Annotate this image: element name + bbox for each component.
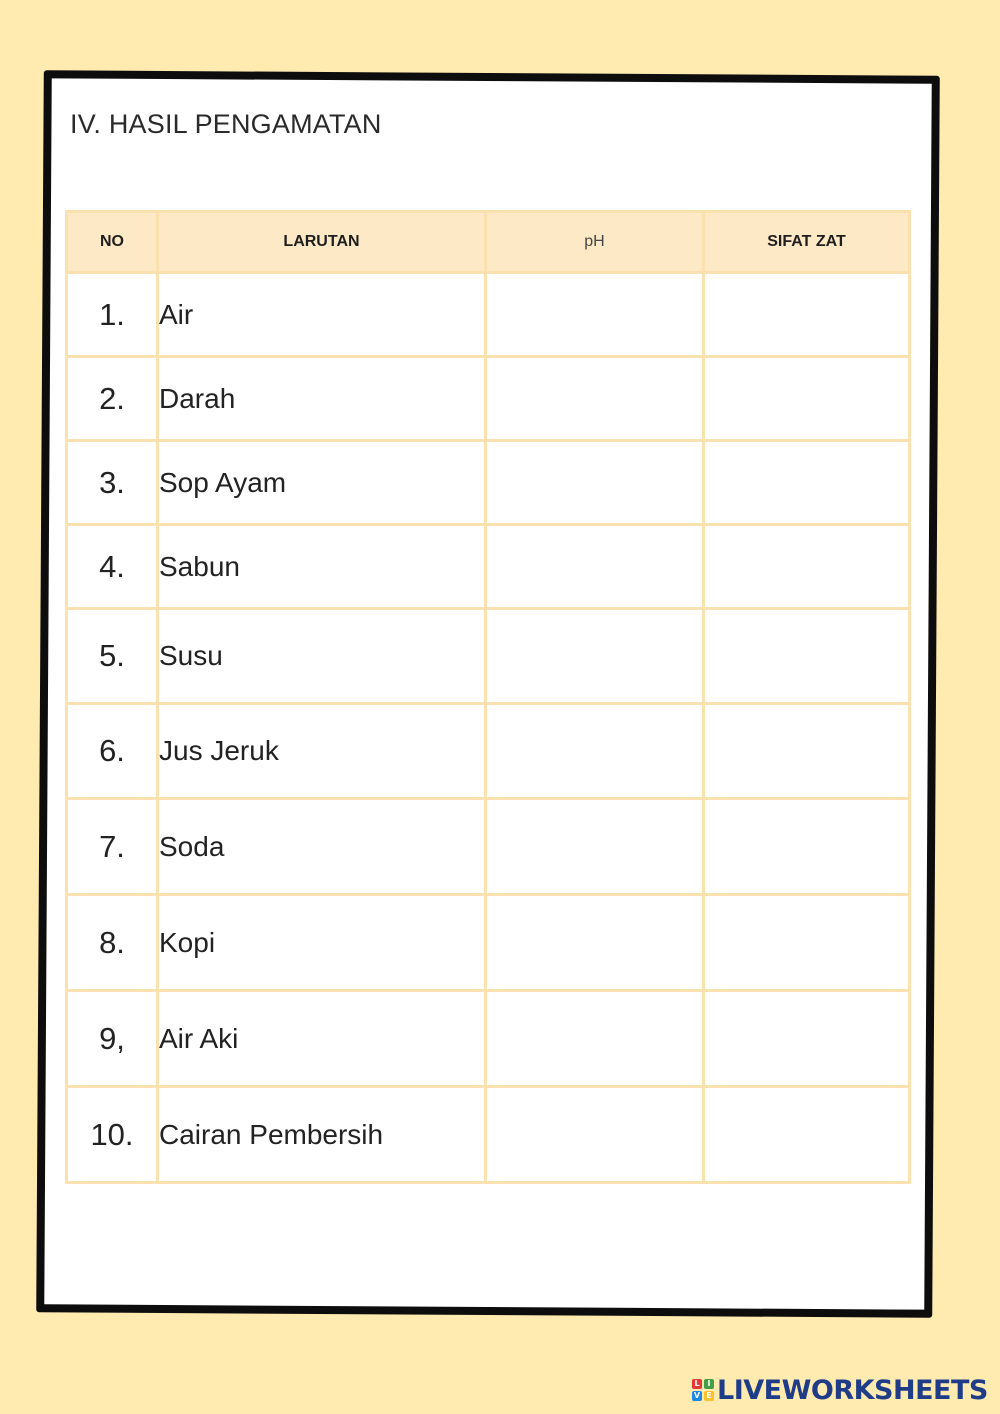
- logo-letter-e: E: [704, 1391, 714, 1401]
- sifat-zat-input-cell[interactable]: [704, 704, 910, 799]
- sifat-zat-input-cell[interactable]: [704, 273, 910, 357]
- larutan-cell: Air: [158, 273, 486, 357]
- table-row: [67, 799, 910, 895]
- ph-input-cell[interactable]: [486, 1087, 704, 1183]
- row-number: 7.: [67, 799, 158, 895]
- larutan-cell: Kopi: [158, 895, 486, 991]
- ph-input-cell[interactable]: [486, 799, 704, 895]
- results-table: [65, 210, 911, 1184]
- sifat-zat-input-cell[interactable]: [704, 357, 910, 441]
- row-number: 9,: [67, 991, 158, 1087]
- ph-input-cell[interactable]: [486, 609, 704, 704]
- brand-name: LIVEWORKSHEETS: [717, 1374, 988, 1406]
- larutan-cell: Sop Ayam: [158, 441, 486, 525]
- larutan-cell: Air Aki: [158, 991, 486, 1087]
- table-row: [67, 357, 910, 441]
- row-number: 8.: [67, 895, 158, 991]
- larutan-cell: Cairan Pembersih: [158, 1087, 486, 1183]
- ph-input-cell[interactable]: [486, 273, 704, 357]
- row-number: 1.: [67, 273, 158, 357]
- logo-letter-l: L: [692, 1379, 702, 1389]
- table-row: [67, 441, 910, 525]
- row-number: 2.: [67, 357, 158, 441]
- row-number: 6.: [67, 704, 158, 799]
- row-number: 10.: [67, 1087, 158, 1183]
- sifat-zat-input-cell[interactable]: [704, 441, 910, 525]
- liveworksheets-brand[interactable]: [692, 1372, 988, 1408]
- table-row: [67, 273, 910, 357]
- table-row: [67, 895, 910, 991]
- worksheet-card: [36, 70, 940, 1317]
- header-larutan: LARUTAN: [158, 212, 486, 273]
- ph-input-cell[interactable]: [486, 895, 704, 991]
- table-row: [67, 1087, 910, 1183]
- row-number: 4.: [67, 525, 158, 609]
- section-title: IV. HASIL PENGAMATAN: [70, 109, 382, 139]
- logo-letter-v: V: [693, 1391, 701, 1400]
- sifat-zat-input-cell[interactable]: [704, 609, 910, 704]
- table-row: [67, 704, 910, 799]
- row-number: 3.: [67, 441, 158, 525]
- ph-input-cell[interactable]: [486, 991, 704, 1087]
- sifat-zat-input-cell[interactable]: [704, 1087, 910, 1183]
- sifat-zat-input-cell[interactable]: [704, 799, 910, 895]
- larutan-cell: Soda: [158, 799, 486, 895]
- larutan-cell: Sabun: [158, 525, 486, 609]
- larutan-cell: Darah: [158, 357, 486, 441]
- header-no: NO: [67, 212, 158, 273]
- table-row: [67, 991, 910, 1087]
- sifat-zat-input-cell[interactable]: [704, 991, 910, 1087]
- row-number: 5.: [67, 609, 158, 704]
- larutan-cell: Jus Jeruk: [158, 704, 486, 799]
- table-row: [67, 525, 910, 609]
- ph-input-cell[interactable]: [486, 357, 704, 441]
- larutan-cell: Susu: [158, 609, 486, 704]
- header-sifat-zat: SIFAT ZAT: [704, 212, 910, 273]
- sifat-zat-input-cell[interactable]: [704, 895, 910, 991]
- table-header-row: [67, 212, 910, 273]
- sifat-zat-input-cell[interactable]: [704, 525, 910, 609]
- ph-input-cell[interactable]: [486, 525, 704, 609]
- ph-input-cell[interactable]: [486, 441, 704, 525]
- liveworksheets-logo-icon: [692, 1379, 714, 1401]
- ph-input-cell[interactable]: [486, 704, 704, 799]
- header-ph: pH: [486, 212, 704, 273]
- logo-letter-i: I: [704, 1379, 714, 1389]
- table-row: [67, 609, 910, 704]
